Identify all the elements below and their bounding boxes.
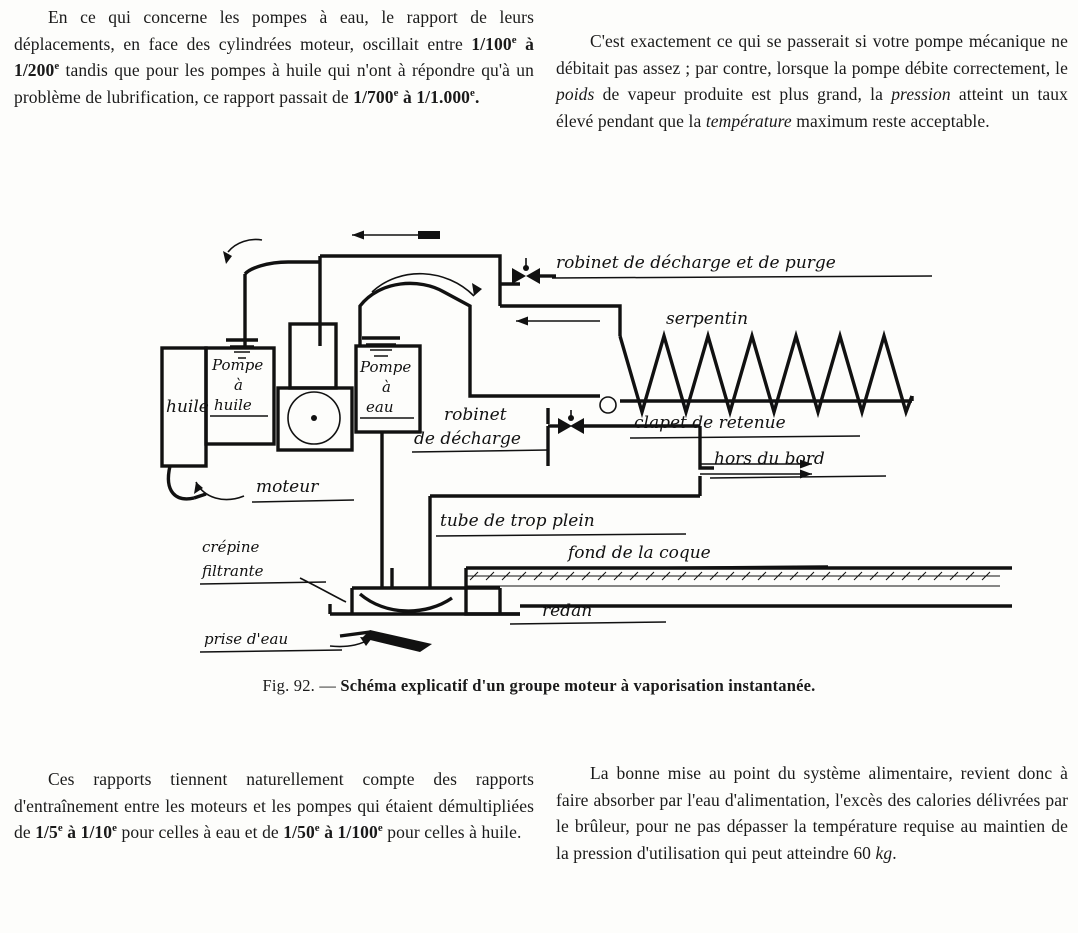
figure-caption [0,676,1078,696]
label-pompe-eau-l2: à [382,378,391,396]
label-serpentin: serpentin [666,309,749,329]
label-clapet-de-retenue: clapet de retenue [634,413,786,433]
label-robinet-de-decharge-line2: de décharge [414,429,521,449]
figure-caption-text: Schéma explicatif d'un groupe moteur à vaporisation instantanée. [340,676,816,695]
label-fond-de-la-coque: fond de la coque [568,543,711,563]
bottom-right-text-column [556,760,1068,866]
label-pompe-huile-l2: à [234,376,243,394]
paragraph-top-right: C'est exactement ce qui se passerait si votre pompe mécanique ne débitait pas assez ; par contre, lorsque la pompe débite correctement, le poids de vapeur produite est plus grand, la pression atteint un taux élevé pendant que la température maximum reste acceptable. [556,31,1068,131]
label-pompe-eau-l3: eau [366,398,394,416]
label-tube-de-trop-plein: tube de trop plein [440,511,595,531]
label-moteur: moteur [256,477,319,497]
top-right-text-column [556,28,1068,134]
paragraph-bottom-right: La bonne mise au point du système alimentaire, revient donc à faire absorber par l'eau d'alimentation, l'excès des calories délivrées par le brûleur, pour ne pas dépasser la température requise au maintien de la pression d'utilisation qui peut atteindre 60 kg. [556,763,1068,863]
label-hors-du-bord: hors du bord [714,449,825,469]
paragraph-bottom-left: Ces rapports tiennent naturellement compte des rapports d'entraînement entre les moteurs et les pompes qui étaient démultipliées de 1/5e à 1/10e pour celles à eau et de 1/50e à 1/100e pour celles à huile. [14,769,534,843]
top-left-text-column [14,4,534,110]
label-pompe-huile-l1: Pompe [212,356,264,374]
label-redan: redan [542,601,593,621]
figure-92-diagram [0,196,1078,716]
label-prise-d-eau: prise d'eau [204,630,289,648]
bottom-left-text-column [14,766,534,846]
paragraph-top-left: En ce qui concerne les pompes à eau, le rapport de leurs déplacements, en face des cylindrées moteur, oscillait entre 1/100e à 1/200e tandis que pour les pompes à huile qui n'ont à répondre qu'à un problème de lubrification, ce rapport passait de 1/700e à 1/1.000e. [14,7,534,107]
label-crepine-line1: crépine [202,538,260,556]
label-robinet-decharge-purge: robinet de décharge et de purge [556,253,836,273]
label-huile: huile [166,397,209,417]
label-robinet-de-decharge-line1: robinet [444,405,507,425]
label-crepine-line2: filtrante [202,562,264,580]
figure-caption-number: Fig. 92. — [262,676,337,695]
label-pompe-huile-l3: huile [214,396,252,414]
label-pompe-eau-l1: Pompe [360,358,412,376]
